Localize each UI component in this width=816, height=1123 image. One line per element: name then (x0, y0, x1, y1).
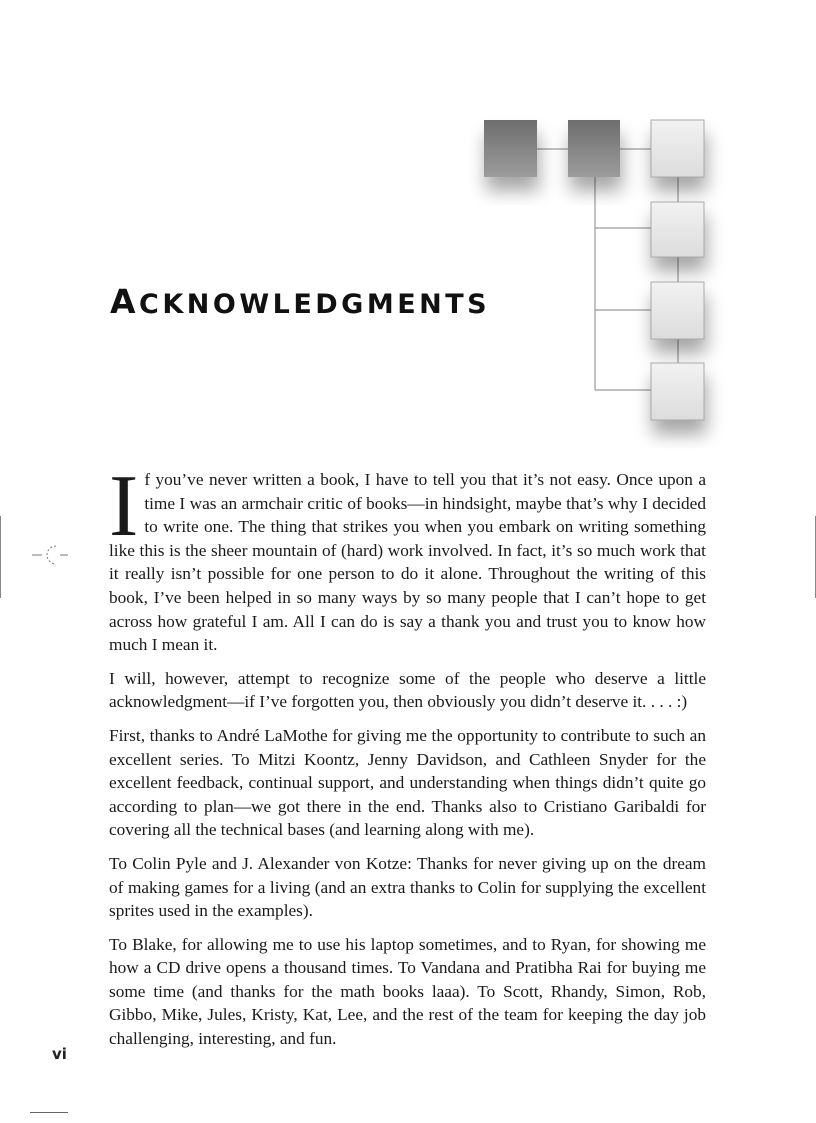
deco-box-light-1 (651, 120, 704, 177)
paragraph-4: To Colin Pyle and J. Alexander von Kotze: Thanks for never giving up on the dream of making games for a living (and an extra thanks to Colin for supplying the excellent sprites used in the examples). (109, 853, 706, 921)
paragraph-3: First, thanks to André LaMothe for giving me the opportunity to contribute to such an excellent series. To Mitzi Koontz, Jenny Davidson, and Cathleen Snyder for the excellent feedback, continual support, and understanding when things didn’t quite go according to plan—we got there in the end. Thanks also to Cristiano Garibaldi for covering all the technical bases (and learning along with me). (109, 725, 706, 840)
registration-mark-icon (30, 540, 70, 570)
deco-box-light-3 (651, 282, 704, 339)
crop-mark-left (0, 516, 1, 598)
acknowledgments-body (109, 458, 706, 1061)
paragraph-1-text: f you’ve never written a book, I have to tell you that it’s not easy. Once upon a time I was an armchair critic of books—in hindsight, maybe that’s why I decided to write one. The thing that strikes you when you embark on writing something like this is the sheer mountain of (hard) work involved. In fact, it’s so much work that it really isn’t possible for one person to do it alone. Throughout the writing of this book, I’ve been helped in so many ways by so many people that I can’t hope to get across how grateful I am. All I can do is say a thank you and trust you to know how much I mean it. (109, 470, 706, 655)
paragraph-5: To Blake, for allowing me to use his laptop sometimes, and to Ryan, for showing me how a CD drive opens a thousand times. To Vandana and Pratibha Rai for buying me some time (and thanks for the math books laaa). To Scott, Rhandy, Simon, Rob, Gibbo, Mike, Jules, Kristy, Kat, Lee, and the rest of the team for keeping the day job challenging, interesting, and fun. (109, 934, 706, 1049)
chapter-decoration-graphic (470, 110, 730, 450)
drop-cap: I (109, 458, 139, 555)
deco-box-dark-1 (484, 120, 537, 177)
crop-mark-bottom (30, 1112, 68, 1113)
paragraph-1 (109, 458, 706, 657)
deco-box-light-4 (651, 363, 704, 420)
deco-box-light-2 (651, 202, 704, 257)
page-title: ACKNOWLEDGMENTS (110, 282, 491, 321)
paragraph-2: I will, however, attempt to recognize some of the people who deserve a little acknowledgment—if I’ve forgotten you, then obviously you didn’t deserve it. . . . :) (109, 668, 706, 712)
deco-box-dark-2 (568, 120, 620, 177)
page-number: vi (52, 1045, 67, 1063)
